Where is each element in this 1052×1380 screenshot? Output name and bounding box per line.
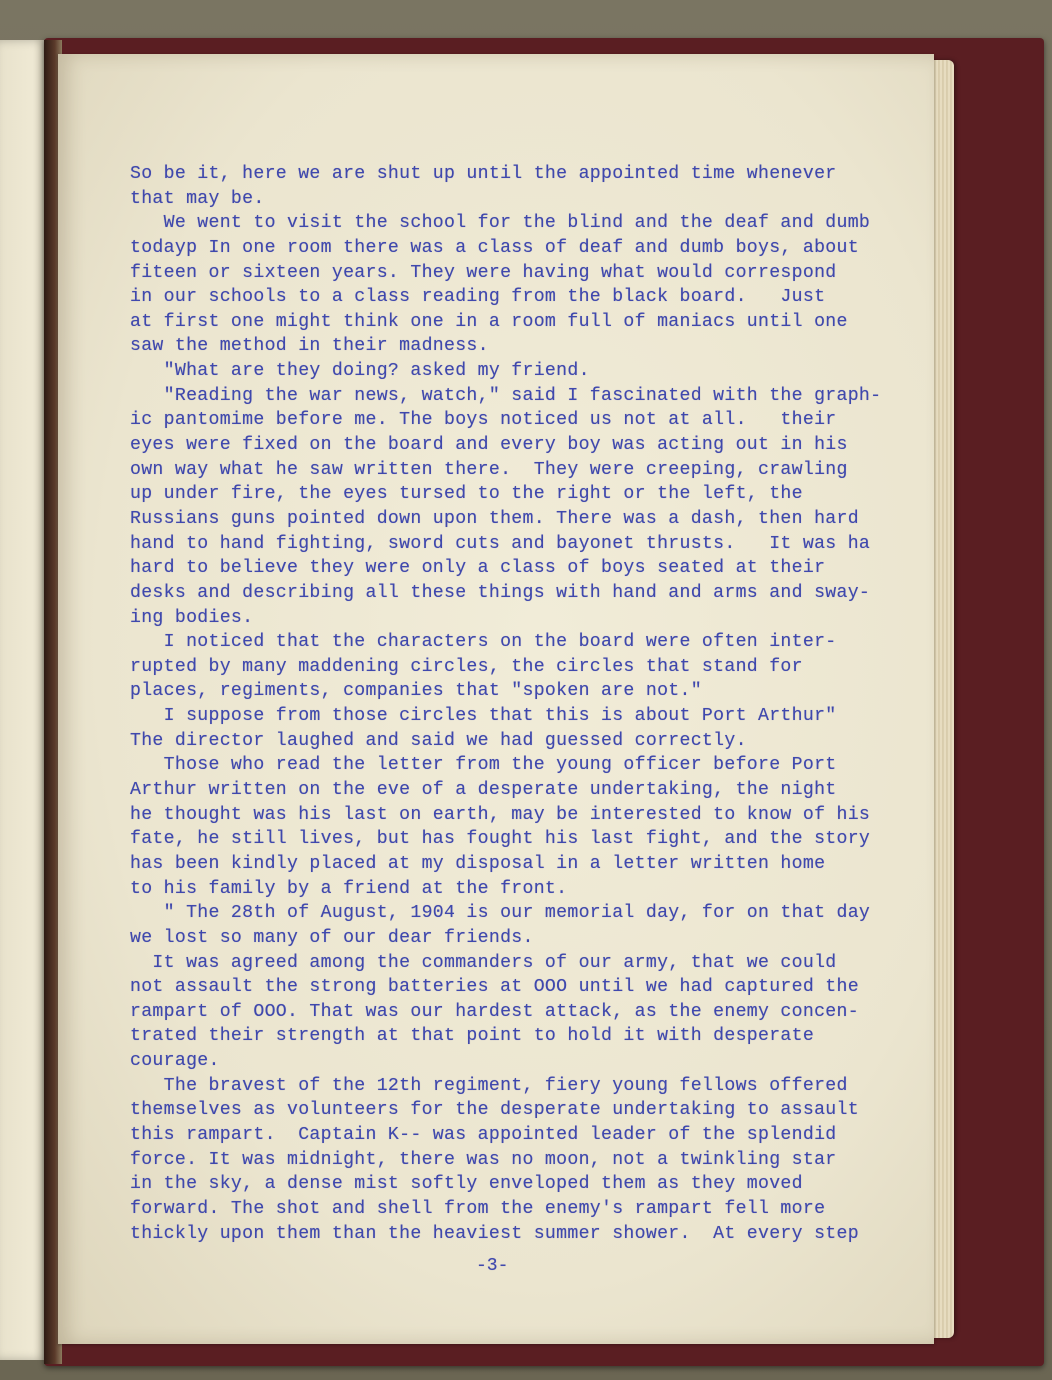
text-line: not assault the strong batteries at OOO until we had captured the (130, 977, 859, 998)
text-line: to his family by a friend at the front. (130, 878, 568, 899)
text-line: at first one might think one in a room full of maniacs until one (130, 311, 848, 332)
text-line: that may be. (130, 188, 265, 209)
text-line: he thought was his last on earth, may be interested to know of his (130, 804, 871, 825)
text-line: "What are they doing? asked my friend. (130, 361, 590, 382)
text-line: saw the method in their madness. (130, 336, 489, 357)
text-line: places, regiments, companies that "spoken are not." (130, 681, 702, 702)
text-line: eyes were fixed on the board and every boy was acting out in his (130, 435, 848, 456)
text-line: rupted by many maddening circles, the circles that stand for (130, 656, 803, 677)
text-line: fate, he still lives, but has fought his last fight, and the story (130, 829, 871, 850)
text-line: hard to believe they were only a class of boys seated at their (130, 558, 826, 579)
text-line: It was agreed among the commanders of our army, that we could (130, 952, 837, 973)
text-line: own way what he saw written there. They were creeping, crawling (130, 459, 848, 480)
text-line: todayp In one room there was a class of deaf and dumb boys, about (130, 237, 859, 258)
text-line: I noticed that the characters on the board were often inter- (130, 632, 837, 653)
text-line: has been kindly placed at my disposal in a letter written home (130, 853, 826, 874)
text-line: desks and describing all these things with hand and arms and sway- (130, 582, 871, 603)
page-number: -3- (476, 1256, 509, 1276)
facing-page-edge (0, 40, 48, 1360)
text-line: ic pantomime before me. The boys noticed us not at all. their (130, 410, 837, 431)
text-line: themselves as volunteers for the desperate undertaking to assault (130, 1100, 859, 1121)
text-line: We went to visit the school for the blind and the deaf and dumb (130, 213, 871, 234)
text-line: Those who read the letter from the young officer before Port (130, 755, 837, 776)
text-line: The bravest of the 12th regiment, fiery young fellows offered (130, 1075, 848, 1096)
text-line: thickly upon them than the heaviest summer shower. At every step (130, 1223, 859, 1244)
text-line: I suppose from those circles that this is about Port Arthur" (130, 706, 837, 727)
text-line: we lost so many of our dear friends. (130, 927, 534, 948)
text-line: rampart of OOO. That was our hardest attack, as the enemy concen- (130, 1001, 859, 1022)
text-line: this rampart. Captain K-- was appointed leader of the splendid (130, 1124, 837, 1145)
text-line: fiteen or sixteen years. They were having what would correspond (130, 262, 837, 283)
text-line: force. It was midnight, there was no moon, not a twinkling star (130, 1149, 837, 1170)
text-line: hand to hand fighting, sword cuts and bayonet thrusts. It was ha (130, 533, 871, 554)
text-line: forward. The shot and shell from the enemy's rampart fell more (130, 1198, 826, 1219)
text-line: So be it, here we are shut up until the appointed time whenever (130, 164, 837, 184)
text-line: The director laughed and said we had guessed correctly. (130, 730, 747, 751)
text-line: up under fire, the eyes tursed to the right or the left, the (130, 484, 803, 505)
text-line: Arthur written on the eve of a desperate undertaking, the night (130, 780, 837, 801)
text-line: trated their strength at that point to hold it with desperate (130, 1026, 815, 1047)
text-line: ing bodies. (130, 607, 254, 628)
text-line: "Reading the war news, watch," said I fascinated with the graph- (130, 385, 882, 406)
text-line: " The 28th of August, 1904 is our memorial day, for on that day (130, 903, 871, 924)
text-line: Russians guns pointed down upon them. There was a dash, then hard (130, 508, 859, 529)
typed-page (58, 54, 934, 1344)
text-line: in the sky, a dense mist softly enveloped them as they moved (130, 1174, 803, 1195)
typed-text-body (130, 162, 930, 1246)
text-line: courage. (130, 1051, 220, 1072)
text-line: in our schools to a class reading from the black board. Just (130, 287, 826, 308)
